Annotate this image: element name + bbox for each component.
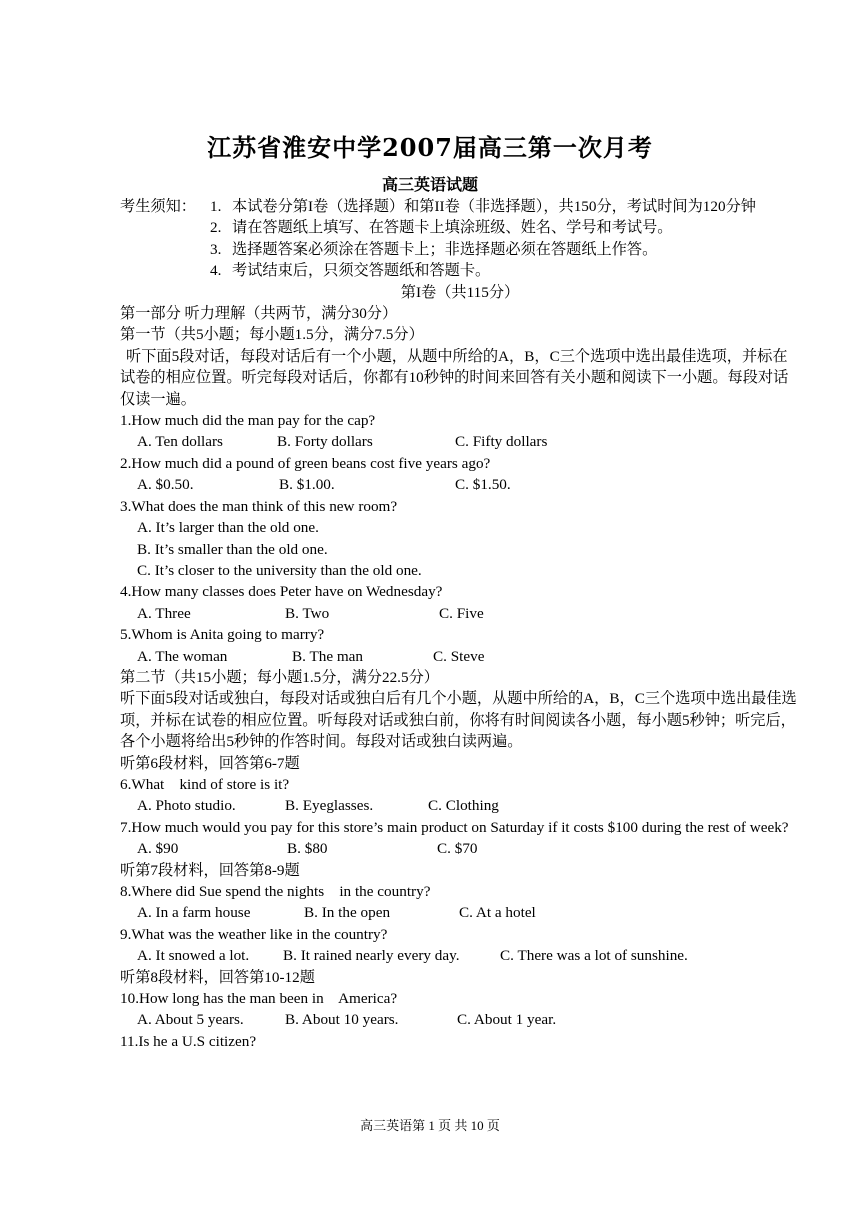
- notice-item: 3. 选择题答案必须涂在答题卡上；非选择题必须在答题纸上作答。: [210, 240, 658, 258]
- question-stem: 5.Whom is Anita going to marry?: [120, 626, 325, 644]
- option-b: B. Forty dollars: [277, 433, 373, 451]
- question-stem: 7.How much would you pay for this store’s main product on Saturday if it costs $100 during the rest of week?: [120, 818, 789, 836]
- question-stem: 9.What was the weather like in the country?: [120, 925, 388, 943]
- volume-heading: 第I卷（共115分）: [400, 283, 520, 301]
- options-row: [120, 945, 800, 966]
- options-row: [120, 838, 800, 859]
- question-stem: 8.Where did Sue spend the nights in the country?: [120, 883, 431, 900]
- notice-item: 2. 请在答题纸上填写、在答题卡上填涂班级、姓名、学号和考试号。: [210, 219, 673, 237]
- section-instructions: 听下面5段对话或独白，每段对话或独白后有几个小题，从题中所给的A，B，C三个选项中选出最佳选项，并标在试卷的相应位置。听每段对话或独白前，你将有时间阅读各小题，每小题5秒钟；听完后，各个小题将给出5秒钟的作答时间。每段对话或独白读两遍。: [120, 690, 797, 751]
- options-row: [120, 474, 800, 495]
- option-b: B. $1.00.: [279, 476, 335, 494]
- options-row: [120, 795, 800, 816]
- notice-label: 考生须知：: [120, 198, 196, 215]
- option-a: A. About 5 years.: [137, 1011, 244, 1029]
- notice-item: 4. 考试结束后，只须交答题纸和答题卡。: [210, 262, 491, 280]
- option-b: B. In the open: [304, 904, 391, 922]
- option-a: A. $0.50.: [137, 476, 194, 494]
- exam-subtitle: 高三英语试题: [381, 175, 478, 194]
- option-c: C. $1.50.: [455, 476, 511, 494]
- option-a: A. Photo studio.: [137, 797, 236, 815]
- option-a: A. Three: [137, 604, 191, 622]
- section-instructions: 听下面5段对话，每段对话后有一个小题，从题中所给的A，B，C三个选项中选出最佳选项，并标在试卷的相应位置。听完每段对话后，你都有10秒钟的时间来回答有关小题和阅读下一小题。每段对话仅读一遍。: [120, 347, 789, 408]
- options-row: [120, 603, 800, 624]
- exam-notice: [120, 196, 800, 282]
- option-a: A. It’s larger than the old one.: [137, 519, 319, 537]
- option-b: B. Two: [285, 604, 330, 622]
- option-c: C. About 1 year.: [457, 1011, 557, 1029]
- exam-title: 江苏省淮安中学2007届高三第一次月考: [207, 133, 653, 162]
- exam-body: [120, 196, 800, 1052]
- option-c: C. It’s closer to the university than the old one.: [137, 561, 422, 579]
- question-stem: 2.How much did a pound of green beans cost five years ago?: [120, 454, 491, 472]
- part-heading: 第一部分 听力理解（共两节，满分30分）: [120, 305, 398, 323]
- option-a: A. Ten dollars: [137, 433, 223, 451]
- option-b: B. It rained nearly every day.: [283, 947, 460, 965]
- option-b: B. About 10 years.: [285, 1011, 399, 1029]
- option-c: C. Five: [439, 604, 484, 622]
- options-row: [120, 902, 800, 923]
- options-row: [120, 431, 800, 452]
- option-c: C. $70: [437, 840, 478, 858]
- option-c: C. Steve: [433, 647, 485, 665]
- option-a: A. $90: [137, 840, 179, 858]
- material-heading: 听第8段材料，回答第10-12题: [120, 968, 315, 986]
- option-a: A. It snowed a lot.: [137, 947, 250, 965]
- option-c: C. Fifty dollars: [455, 433, 548, 451]
- option-c: C. Clothing: [428, 797, 499, 815]
- question-stem: 10.How long has the man been in America?: [120, 990, 398, 1008]
- question-stem: 4.How many classes does Peter have on Wednesday?: [120, 583, 443, 601]
- option-b: B. The man: [292, 647, 364, 665]
- option-b: B. Eyeglasses.: [285, 797, 374, 815]
- option-c: C. At a hotel: [459, 904, 536, 922]
- options-row: [120, 1009, 800, 1030]
- options-row: [120, 646, 800, 667]
- option-b: B. It’s smaller than the old one.: [137, 540, 328, 558]
- option-b: B. $80: [287, 840, 328, 858]
- section-heading: 第一节（共5小题；每小题1.5分，满分7.5分）: [120, 326, 424, 344]
- question-stem: 1.How much did the man pay for the cap?: [120, 412, 376, 430]
- option-a: A. The woman: [137, 647, 228, 665]
- page-footer: 高三英语第 1 页 共 10 页: [360, 1118, 500, 1133]
- question-stem: 3.What does the man think of this new room?: [120, 497, 398, 515]
- notice-item: 1. 本试卷分第I卷（选择题）和第II卷（非选择题），共150分，考试时间为120分钟: [210, 198, 756, 215]
- option-c: C. There was a lot of sunshine.: [500, 947, 688, 965]
- section-heading: 第二节（共15小题；每小题1.5分，满分22.5分）: [120, 668, 439, 686]
- material-heading: 听第7段材料，回答第8-9题: [120, 861, 300, 879]
- option-a: A. In a farm house: [137, 904, 251, 922]
- question-stem: 11.Is he a U.S citizen?: [120, 1032, 257, 1050]
- material-heading: 听第6段材料，回答第6-7题: [120, 754, 300, 772]
- question-stem: 6.What kind of store is it?: [120, 775, 290, 793]
